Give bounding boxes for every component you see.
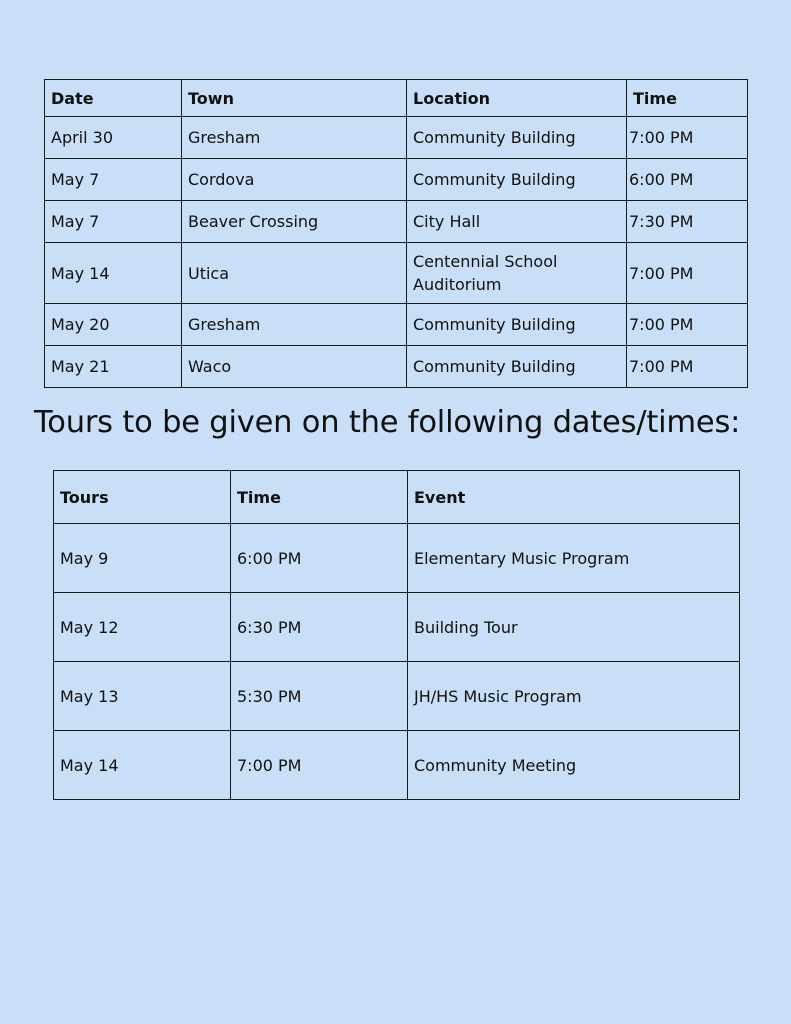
date-cell: May 20 [45,304,182,346]
town-cell: Beaver Crossing [182,201,407,243]
location-cell: Community Building [407,304,627,346]
column-header-event: Event [408,471,740,524]
meetings-table [44,79,748,388]
event-cell: Elementary Music Program [408,524,740,593]
column-header-time: Time [231,471,408,524]
location-cell [407,243,627,304]
location-cell: Community Building [407,117,627,159]
time-cell: 7:00 PM [627,243,748,304]
table-row [45,243,748,304]
time-cell: 7:00 PM [627,346,748,388]
time-cell: 5:30 PM [231,662,408,731]
time-cell: 7:00 PM [231,731,408,800]
town-cell: Waco [182,346,407,388]
tours-table [53,470,740,800]
date-cell: May 7 [45,159,182,201]
date-cell: May 13 [54,662,231,731]
location-cell: City Hall [407,201,627,243]
column-header-time: Time [627,80,748,117]
table-row [54,524,740,593]
table-row [54,662,740,731]
column-header-location: Location [407,80,627,117]
town-cell: Cordova [182,159,407,201]
location-cell: Community Building [407,159,627,201]
event-cell: Community Meeting [408,731,740,800]
town-cell: Gresham [182,117,407,159]
date-cell: May 7 [45,201,182,243]
table-row [45,346,748,388]
table-row [45,304,748,346]
table-row [54,593,740,662]
date-cell: May 14 [54,731,231,800]
table-header-row [45,80,748,117]
time-cell: 7:00 PM [627,117,748,159]
column-header-date: Date [45,80,182,117]
location-line: Auditorium [413,275,502,294]
table-row [45,159,748,201]
event-cell: JH/HS Music Program [408,662,740,731]
time-cell: 6:00 PM [627,159,748,201]
town-cell: Utica [182,243,407,304]
location-cell: Community Building [407,346,627,388]
date-cell: May 14 [45,243,182,304]
location-line: Centennial School [413,252,558,271]
event-cell: Building Tour [408,593,740,662]
time-cell: 7:30 PM [627,201,748,243]
time-cell: 7:00 PM [627,304,748,346]
table-header-row [54,471,740,524]
table-row [45,201,748,243]
column-header-town: Town [182,80,407,117]
time-cell: 6:00 PM [231,524,408,593]
table-row [45,117,748,159]
date-cell: May 21 [45,346,182,388]
column-header-tours: Tours [54,471,231,524]
town-cell: Gresham [182,304,407,346]
date-cell: May 9 [54,524,231,593]
tours-heading: Tours to be given on the following dates/times: [34,405,741,440]
date-cell: April 30 [45,117,182,159]
time-cell: 6:30 PM [231,593,408,662]
date-cell: May 12 [54,593,231,662]
table-row [54,731,740,800]
